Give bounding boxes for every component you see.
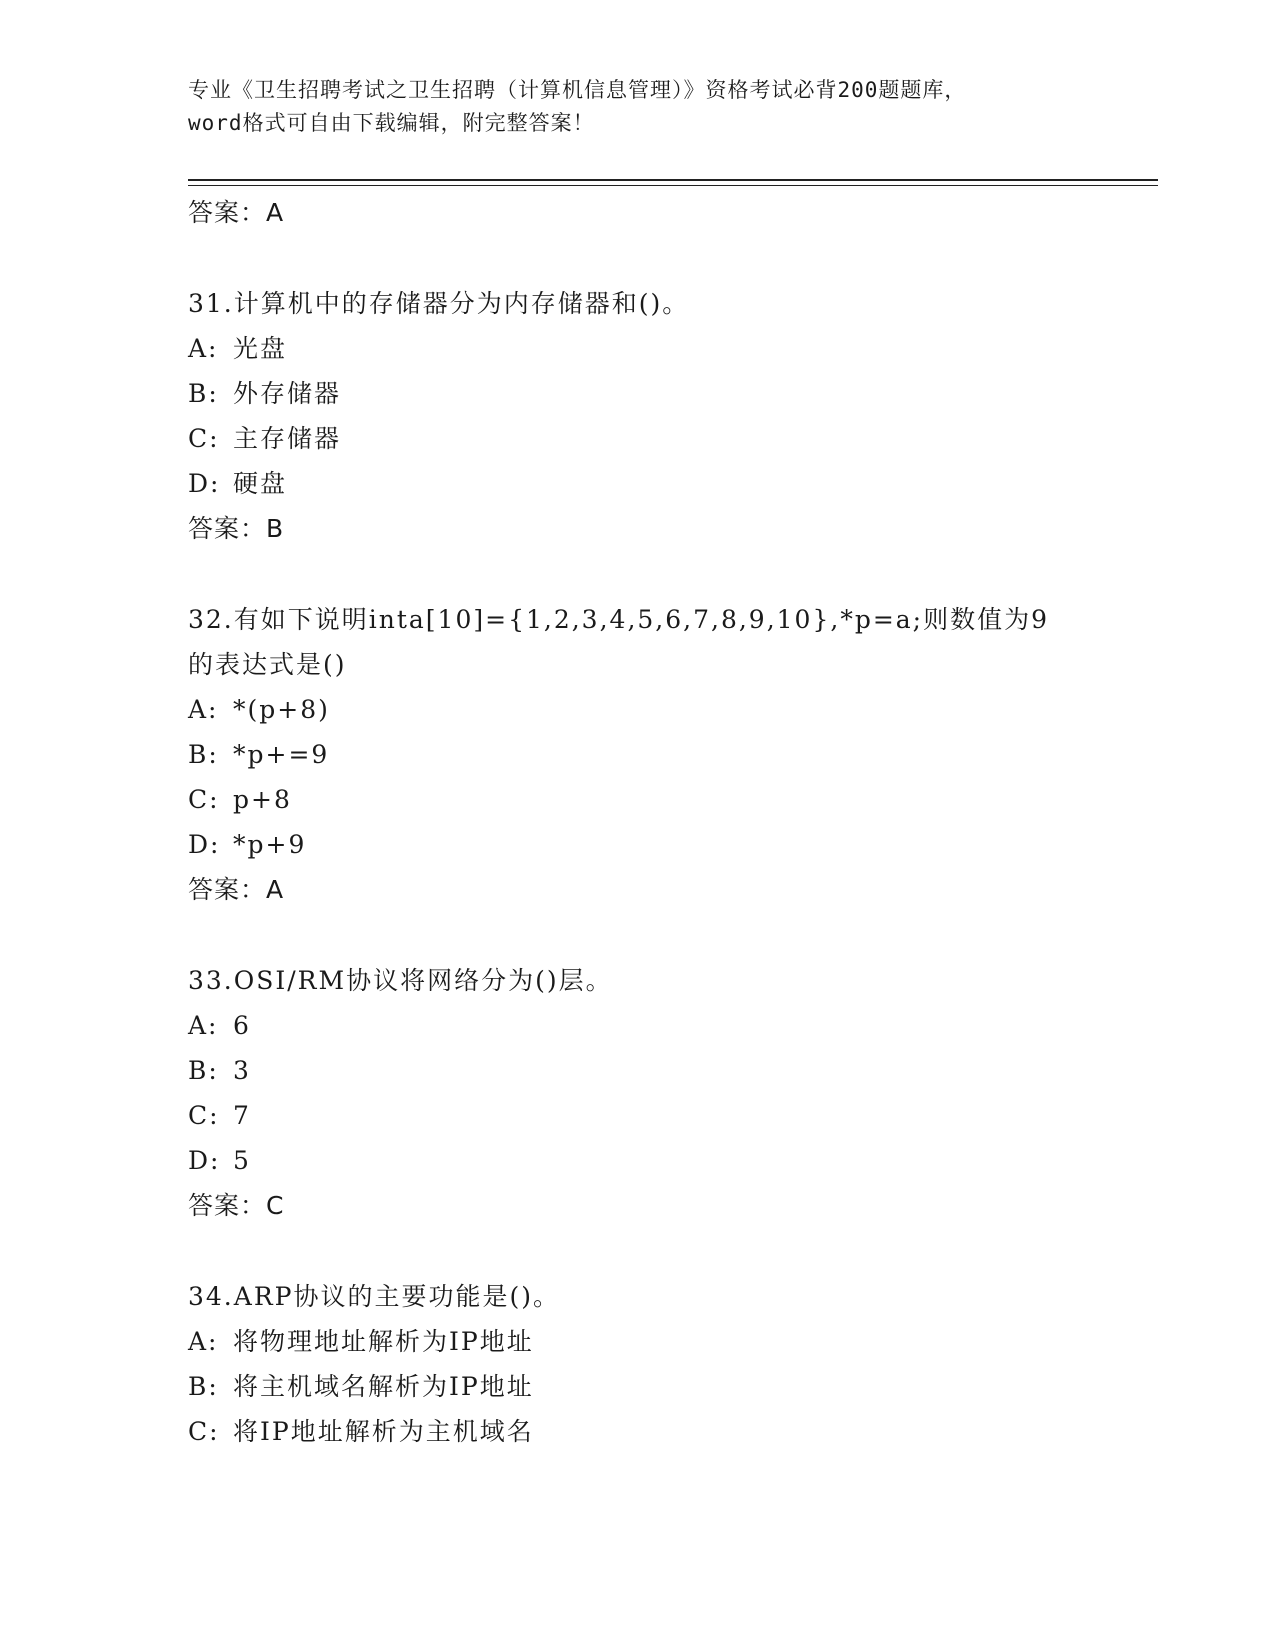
question-stem: 32.有如下说明inta[10]={1,2,3,4,5,6,7,8,9,10},*p=a;则数值为9 bbox=[188, 605, 1049, 634]
option-letter: B: bbox=[188, 379, 219, 408]
answer-label: 答案：A bbox=[188, 875, 285, 904]
option-text: 光盘 bbox=[233, 334, 288, 363]
answer-option bbox=[188, 1364, 1088, 1409]
option-text: *(p+8) bbox=[233, 695, 330, 724]
answer-option bbox=[188, 1048, 1088, 1093]
option-letter: A: bbox=[188, 695, 219, 724]
option-text: 6 bbox=[233, 1011, 251, 1040]
option-letter: B: bbox=[188, 740, 219, 769]
answer-option bbox=[188, 1093, 1088, 1138]
option-letter: D: bbox=[188, 1146, 221, 1175]
answer-label: 答案：B bbox=[188, 514, 285, 543]
header-line-2: word格式可自由下载编辑，附完整答案！ bbox=[188, 111, 595, 135]
question-stem: 34.ARP协议的主要功能是()。 bbox=[188, 1282, 560, 1311]
option-text: 将主机域名解析为IP地址 bbox=[233, 1372, 534, 1401]
question-spacer bbox=[188, 1228, 1088, 1274]
answer-option bbox=[188, 1138, 1088, 1183]
answer-option bbox=[188, 326, 1088, 371]
answer-option bbox=[188, 1409, 1088, 1454]
question-spacer bbox=[188, 235, 1088, 281]
option-text: 硬盘 bbox=[233, 469, 288, 498]
question-stem: 33.OSI/RM协议将网络分为()层。 bbox=[188, 966, 613, 995]
answer-label: 答案：A bbox=[188, 198, 285, 227]
document-header bbox=[188, 74, 1088, 140]
question-block bbox=[188, 958, 1088, 1228]
option-letter: C: bbox=[188, 785, 220, 814]
option-letter: B: bbox=[188, 1372, 219, 1401]
answer-option bbox=[188, 687, 1088, 732]
option-letter: D: bbox=[188, 469, 221, 498]
question-block bbox=[188, 597, 1088, 912]
answer-option bbox=[188, 1319, 1088, 1364]
option-text: 外存储器 bbox=[233, 379, 342, 408]
option-text: 主存储器 bbox=[233, 424, 342, 453]
question-block bbox=[188, 1274, 1088, 1454]
question-stem: 31.计算机中的存储器分为内存储器和()。 bbox=[188, 289, 690, 318]
option-letter: A: bbox=[188, 334, 219, 363]
option-text: p+8 bbox=[233, 785, 292, 814]
option-text: 将物理地址解析为IP地址 bbox=[233, 1327, 534, 1356]
question-list bbox=[188, 190, 1088, 1454]
option-letter: A: bbox=[188, 1011, 219, 1040]
question-stem: 的表达式是() bbox=[188, 650, 347, 679]
header-divider-thick bbox=[188, 179, 1158, 181]
option-text: 5 bbox=[233, 1146, 251, 1175]
option-text: *p+9 bbox=[233, 830, 307, 859]
option-letter: D: bbox=[188, 830, 221, 859]
option-letter: B: bbox=[188, 1056, 219, 1085]
option-letter: C: bbox=[188, 1101, 220, 1130]
option-text: 3 bbox=[233, 1056, 251, 1085]
answer-option bbox=[188, 461, 1088, 506]
header-line-1: 专业《卫生招聘考试之卫生招聘（计算机信息管理）》资格考试必背200题题库， bbox=[188, 78, 967, 102]
question-block bbox=[188, 281, 1088, 551]
option-text: 将IP地址解析为主机域名 bbox=[233, 1417, 534, 1446]
option-letter: C: bbox=[188, 424, 220, 453]
answer-option bbox=[188, 777, 1088, 822]
answer-option bbox=[188, 822, 1088, 867]
answer-option bbox=[188, 732, 1088, 777]
answer-option bbox=[188, 371, 1088, 416]
question-spacer bbox=[188, 551, 1088, 597]
option-letter: A: bbox=[188, 1327, 219, 1356]
answer-option bbox=[188, 1003, 1088, 1048]
question-spacer bbox=[188, 912, 1088, 958]
option-letter: C: bbox=[188, 1417, 220, 1446]
option-text: *p+=9 bbox=[233, 740, 330, 769]
header-divider-thin bbox=[188, 185, 1158, 186]
answer-label: 答案：C bbox=[188, 1191, 285, 1220]
answer-option bbox=[188, 416, 1088, 461]
option-text: 7 bbox=[233, 1101, 251, 1130]
